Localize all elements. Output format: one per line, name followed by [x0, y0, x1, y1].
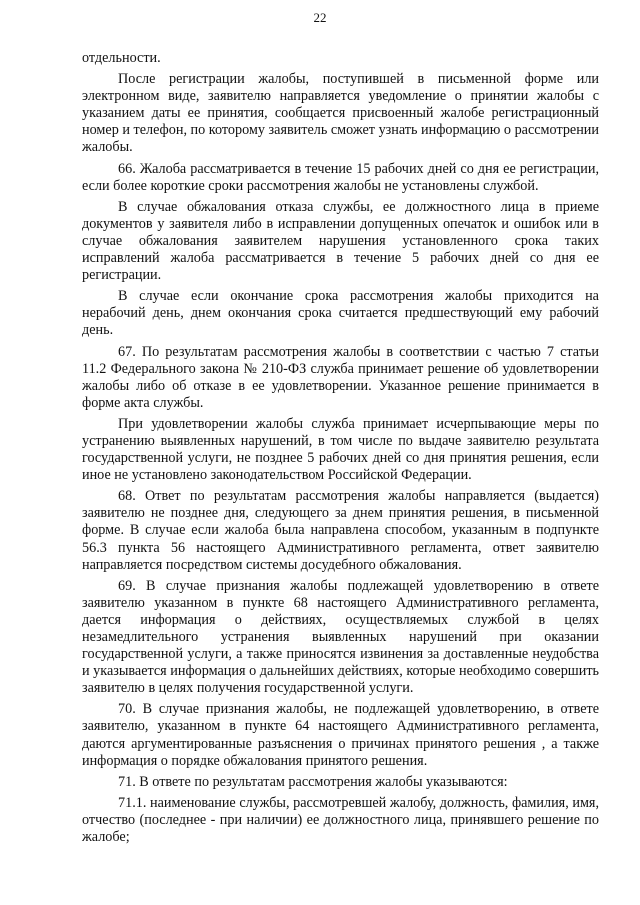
paragraph-71-1: 71.1. наименование службы, рассмотревшей жалобу, должность, фамилия, имя, отчество (последнее - при наличии) ее должностного лица, принявшего решение по жалобе; [82, 794, 599, 846]
page-number: 22 [313, 10, 327, 25]
paragraph-67: 67. По результатам рассмотрения жалобы в соответствии с частью 7 статьи 11.2 Федерального закона № 210-ФЗ служба принимает решение об удовлетворении жалобы либо об отказе в ее удовлетворении. Указанное решение принимается в форме акта службы. [82, 343, 599, 411]
paragraph-refusal-appeal: В случае обжалования отказа службы, ее должностного лица в приеме документов у заявителя либо в исправлении допущенных опечаток и ошибок или в случае обжалования заявителем нарушения установленного срока таких исправлений жалоба рассматривается в течение 5 рабочих дней со дня ее регистрации. [82, 198, 599, 284]
document-body [82, 50, 599, 850]
paragraph-continuation: отдельности. [82, 50, 161, 66]
paragraph-nonworking-day: В случае если окончание срока рассмотрения жалобы приходится на нерабочий день, днем окончания срока считается предшествующий ему рабочий день. [82, 288, 599, 339]
paragraph-71: 71. В ответе по результатам рассмотрения жалобы указываются: [118, 773, 508, 790]
paragraph-66: 66. Жалоба рассматривается в течение 15 рабочих дней со дня ее регистрации, если более короткие сроки рассмотрения жалобы не установлены службой. [82, 160, 599, 194]
paragraph-69: 69. В случае признания жалобы подлежащей удовлетворению в ответе заявителю указанном в пункте 68 настоящего Административного регламента, дается информация о действиях, осуществляемых службой в целях незамедлительного устранения выявленных нарушений при оказании государственной услуги, а также приносятся извинения за доставленные неудобства и указывается информация о дальнейших действиях, которые необходимо совершить заявителю в целях получения государственной услуги. [82, 577, 599, 697]
paragraph-satisfaction-measures: При удовлетворении жалобы служба принимает исчерпывающие меры по устранению выявленных нарушений, в том числе по выдаче заявителю результата государственной услуги, не позднее 5 рабочих дней со дня принятия решения, если иное не установлено законодательством Российской Федерации. [82, 415, 599, 484]
paragraph-registration-notice: После регистрации жалобы, поступившей в письменной форме или электронном виде, заявителю направляется уведомление о принятии жалобы с указанием даты ее принятия, сообщается присвоенный жалобе регистрационный номер и телефон, по которому заявитель сможет узнать информацию о рассмотрении жалобы. [82, 71, 599, 156]
paragraph-70: 70. В случае признания жалобы, не подлежащей удовлетворению, в ответе заявителю, указанном в пункте 64 настоящего Административного регламента, даются аргументированные разъяснения о причинах принятого решения , а также информация о порядке обжалования принятого решения. [82, 701, 599, 769]
paragraph-68: 68. Ответ по результатам рассмотрения жалобы направляется (выдается) заявителю не позднее дня, следующего за днем принятия решения, в письменной форме. В случае если жалоба была направлена способом, указанным в подпункте 56.3 пункта 56 настоящего Административного регламента, ответ заявителю направляется посредством системы досудебного обжалования. [82, 488, 599, 573]
